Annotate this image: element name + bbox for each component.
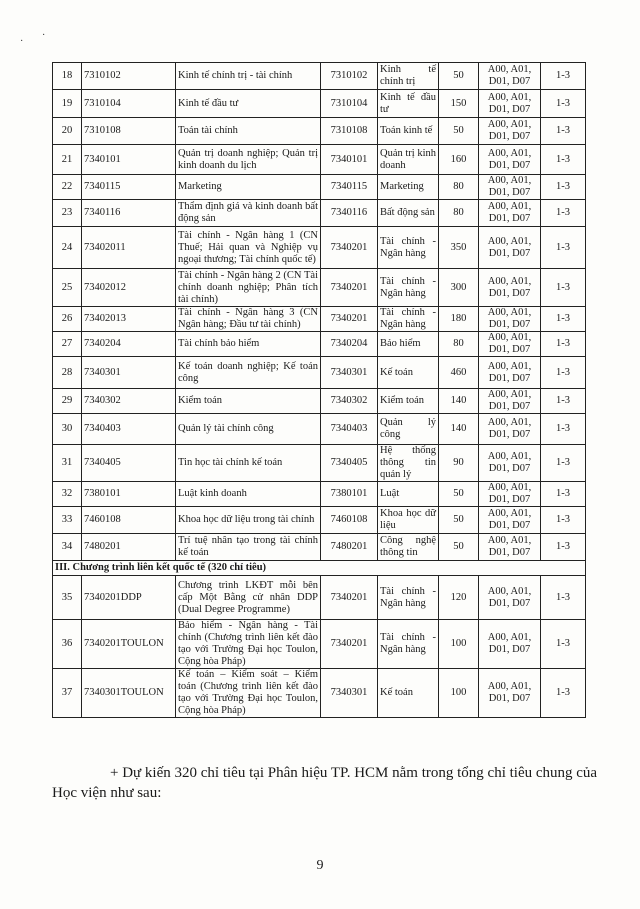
cell-code: 7340116 — [82, 200, 176, 227]
section-row — [53, 561, 586, 576]
cell-combination — [479, 576, 541, 620]
table-row — [53, 507, 586, 534]
section-title: III. Chương trình liên kết quốc tế (320 chỉ tiêu) — [53, 561, 586, 576]
cell-count: 300 — [439, 269, 479, 307]
cell-stt: 23 — [53, 200, 82, 227]
table-row — [53, 414, 586, 445]
cell-sem: 1-3 — [541, 482, 586, 507]
cell-combination — [479, 445, 541, 482]
cell-stt: 34 — [53, 534, 82, 561]
combination-line: A00, A01, — [487, 681, 532, 692]
cell-major-code: 7480201 — [321, 534, 378, 561]
combination-line: D01, D07 — [488, 597, 531, 609]
table-row — [53, 620, 586, 669]
cell-code: 7310102 — [82, 63, 176, 90]
table-row — [53, 307, 586, 332]
cell-combination — [479, 389, 541, 414]
combination-line: A00, A01, — [487, 307, 532, 318]
cell-count: 50 — [439, 482, 479, 507]
cell-major: Toán kinh tế — [378, 118, 439, 145]
cell-stt: 21 — [53, 145, 82, 175]
combination-line: A00, A01, — [487, 64, 532, 75]
cell-count: 160 — [439, 145, 479, 175]
cell-stt: 27 — [53, 332, 82, 357]
cell-sem: 1-3 — [541, 414, 586, 445]
cell-code: 7310104 — [82, 90, 176, 118]
cell-combination — [479, 269, 541, 307]
cell-major-code: 7310102 — [321, 63, 378, 90]
combination-line: A00, A01, — [487, 201, 532, 212]
cell-major: Marketing — [378, 175, 439, 200]
cell-combination — [479, 620, 541, 669]
table-row — [53, 227, 586, 269]
combination-line: D01, D07 — [488, 494, 531, 505]
cell-combination — [479, 357, 541, 389]
combination-line: A00, A01, — [487, 119, 532, 130]
cell-combination — [479, 175, 541, 200]
cell-code: 7480201 — [82, 534, 176, 561]
table-row — [53, 269, 586, 307]
cell-major: Kiểm toán — [378, 389, 439, 414]
cell-major: Quản trị kinh doanh — [378, 145, 439, 175]
cell-combination — [479, 534, 541, 561]
combination-line: D01, D07 — [488, 247, 531, 259]
cell-sem: 1-3 — [541, 389, 586, 414]
cell-sem: 1-3 — [541, 63, 586, 90]
cell-stt: 26 — [53, 307, 82, 332]
table-row — [53, 90, 586, 118]
cell-sem: 1-3 — [541, 269, 586, 307]
cell-sem: 1-3 — [541, 669, 586, 718]
cell-major-code: 7340201 — [321, 307, 378, 332]
cell-sem: 1-3 — [541, 507, 586, 534]
combination-line: D01, D07 — [488, 213, 531, 224]
cell-major-code: 7340115 — [321, 175, 378, 200]
combination-line: A00, A01, — [487, 91, 532, 103]
cell-name: Kế toán – Kiểm soát – Kiểm toán (Chương trình liên kết đào tạo với Trường Đại học Toulon, Cộng hòa Pháp) — [176, 669, 321, 718]
combination-line: A00, A01, — [487, 235, 532, 247]
cell-count: 50 — [439, 118, 479, 145]
cell-major: Tài chính - Ngân hàng — [378, 269, 439, 307]
cell-code: 73402013 — [82, 307, 176, 332]
cell-major-code: 7340403 — [321, 414, 378, 445]
cell-major: Tài chính - Ngân hàng — [378, 620, 439, 669]
cell-combination — [479, 507, 541, 534]
scan-dot: · — [20, 36, 24, 47]
cell-stt: 36 — [53, 620, 82, 669]
cell-major: Bất động sản — [378, 200, 439, 227]
combination-line: A00, A01, — [487, 332, 532, 343]
cell-count: 80 — [439, 175, 479, 200]
cell-count: 80 — [439, 200, 479, 227]
cell-major: Bảo hiểm — [378, 332, 439, 357]
cell-major: Kế toán — [378, 357, 439, 389]
cell-sem: 1-3 — [541, 357, 586, 389]
cell-combination — [479, 669, 541, 718]
cell-sem: 1-3 — [541, 145, 586, 175]
cell-combination — [479, 414, 541, 445]
cell-count: 50 — [439, 507, 479, 534]
cell-major: Hệ thống thông tin quản lý — [378, 445, 439, 482]
combination-line: D01, D07 — [488, 319, 531, 330]
cell-sem: 1-3 — [541, 90, 586, 118]
cell-major: Kế toán — [378, 669, 439, 718]
cell-name: Kinh tế đầu tư — [176, 90, 321, 118]
cell-stt: 19 — [53, 90, 82, 118]
cell-sem: 1-3 — [541, 534, 586, 561]
cell-major: Tài chính - Ngân hàng — [378, 576, 439, 620]
combination-line: A00, A01, — [487, 482, 532, 493]
cell-stt: 30 — [53, 414, 82, 445]
combination-line: D01, D07 — [488, 159, 531, 171]
table-row — [53, 445, 586, 482]
combination-line: D01, D07 — [488, 429, 531, 440]
cell-name: Trí tuệ nhân tạo trong tài chính kế toán — [176, 534, 321, 561]
cell-code: 7340115 — [82, 175, 176, 200]
cell-sem: 1-3 — [541, 118, 586, 145]
cell-code: 7460108 — [82, 507, 176, 534]
cell-major-code: 7340301 — [321, 669, 378, 718]
cell-sem: 1-3 — [541, 332, 586, 357]
combination-line: D01, D07 — [488, 103, 531, 115]
cell-code: 7310108 — [82, 118, 176, 145]
cell-name: Luật kinh doanh — [176, 482, 321, 507]
cell-major-code: 7340301 — [321, 357, 378, 389]
cell-major: Kinh tế đầu tư — [378, 90, 439, 118]
cell-code: 73402012 — [82, 269, 176, 307]
cell-count: 90 — [439, 445, 479, 482]
cell-major-code: 7460108 — [321, 507, 378, 534]
cell-count: 50 — [439, 534, 479, 561]
cell-major-code: 7380101 — [321, 482, 378, 507]
cell-combination — [479, 307, 541, 332]
cell-combination — [479, 145, 541, 175]
table-row — [53, 482, 586, 507]
cell-count: 140 — [439, 414, 479, 445]
scan-dot: · — [42, 30, 46, 41]
cell-sem: 1-3 — [541, 175, 586, 200]
cell-count: 100 — [439, 620, 479, 669]
cell-major-code: 7340201 — [321, 269, 378, 307]
combination-line: A00, A01, — [487, 535, 532, 546]
cell-stt: 37 — [53, 669, 82, 718]
cell-stt: 20 — [53, 118, 82, 145]
combination-line: D01, D07 — [488, 76, 531, 87]
cell-count: 120 — [439, 576, 479, 620]
table-row — [53, 357, 586, 389]
cell-major: Tài chính - Ngân hàng — [378, 227, 439, 269]
cell-combination — [479, 63, 541, 90]
table-row — [53, 389, 586, 414]
cell-code: 7340201TOULON — [82, 620, 176, 669]
cell-name: Quản trị doanh nghiệp; Quản trị kinh doanh du lịch — [176, 145, 321, 175]
cell-code: 7380101 — [82, 482, 176, 507]
combination-line: D01, D07 — [488, 693, 531, 704]
cell-stt: 29 — [53, 389, 82, 414]
cell-combination — [479, 90, 541, 118]
table-row — [53, 118, 586, 145]
cell-code: 7340204 — [82, 332, 176, 357]
cell-major: Quản lý công — [378, 414, 439, 445]
combination-line: A00, A01, — [487, 417, 532, 428]
cell-sem: 1-3 — [541, 620, 586, 669]
combination-line: A00, A01, — [487, 389, 532, 400]
note-line-1: + Dự kiến 320 chỉ tiêu tại Phân hiệu TP. HCM nằm trong tổng chỉ tiêu chung của — [110, 765, 598, 781]
table-row — [53, 145, 586, 175]
cell-count: 180 — [439, 307, 479, 332]
cell-name: Tài chính - Ngân hàng 3 (CN Ngân hàng; Đầu tư tài chính) — [176, 307, 321, 332]
table-row — [53, 332, 586, 357]
table-row — [53, 63, 586, 90]
cell-stt: 25 — [53, 269, 82, 307]
cell-major-code: 7340201 — [321, 620, 378, 669]
cell-name: Thẩm định giá và kinh doanh bất động sản — [176, 200, 321, 227]
cell-code: 7340301TOULON — [82, 669, 176, 718]
combination-line: A00, A01, — [487, 451, 532, 462]
cell-name: Kiểm toán — [176, 389, 321, 414]
table-row — [53, 200, 586, 227]
cell-name: Tin học tài chính kế toán — [176, 445, 321, 482]
cell-major: Luật — [378, 482, 439, 507]
cell-major-code: 7340302 — [321, 389, 378, 414]
cell-name: Tài chính bảo hiểm — [176, 332, 321, 357]
cell-code: 73402011 — [82, 227, 176, 269]
cell-code: 7340201DDP — [82, 576, 176, 620]
cell-stt: 31 — [53, 445, 82, 482]
cell-name: Toán tài chính — [176, 118, 321, 145]
cell-name: Quản lý tài chính công — [176, 414, 321, 445]
cell-code: 7340101 — [82, 145, 176, 175]
combination-line: D01, D07 — [488, 372, 531, 384]
combination-line: A00, A01, — [487, 147, 532, 159]
combination-line: D01, D07 — [488, 401, 531, 412]
cell-name: Marketing — [176, 175, 321, 200]
cell-count: 100 — [439, 669, 479, 718]
cell-sem: 1-3 — [541, 576, 586, 620]
cell-major: Tài chính - Ngân hàng — [378, 307, 439, 332]
combination-line: D01, D07 — [488, 187, 531, 198]
cell-stt: 24 — [53, 227, 82, 269]
cell-code: 7340301 — [82, 357, 176, 389]
combination-line: D01, D07 — [488, 463, 531, 474]
combination-line: D01, D07 — [488, 644, 531, 655]
cell-combination — [479, 332, 541, 357]
cell-sem: 1-3 — [541, 445, 586, 482]
combination-line: A00, A01, — [487, 175, 532, 186]
cell-count: 150 — [439, 90, 479, 118]
cell-combination — [479, 118, 541, 145]
cell-stt: 18 — [53, 63, 82, 90]
cell-code: 7340405 — [82, 445, 176, 482]
combination-line: A00, A01, — [487, 360, 532, 372]
cell-stt: 35 — [53, 576, 82, 620]
cell-major-code: 7340101 — [321, 145, 378, 175]
cell-combination — [479, 200, 541, 227]
cell-sem: 1-3 — [541, 227, 586, 269]
cell-count: 460 — [439, 357, 479, 389]
cell-stt: 28 — [53, 357, 82, 389]
cell-name: Tài chính - Ngân hàng 2 (CN Tài chính doanh nghiệp; Phân tích tài chính) — [176, 269, 321, 307]
combination-line: A00, A01, — [487, 508, 532, 519]
cell-code: 7340302 — [82, 389, 176, 414]
cell-major-code: 7310104 — [321, 90, 378, 118]
cell-name: Chương trình LKĐT mỗi bên cấp Một Bằng cử nhân DDP (Dual Degree Programme) — [176, 576, 321, 620]
table-row — [53, 534, 586, 561]
cell-combination — [479, 482, 541, 507]
admission-table — [52, 62, 586, 718]
cell-name: Kế toán doanh nghiệp; Kế toán công — [176, 357, 321, 389]
combination-line: D01, D07 — [488, 520, 531, 531]
cell-count: 80 — [439, 332, 479, 357]
cell-stt: 33 — [53, 507, 82, 534]
cell-major: Khoa học dữ liệu — [378, 507, 439, 534]
combination-line: D01, D07 — [488, 547, 531, 558]
page-number: 9 — [316, 858, 324, 873]
cell-count: 140 — [439, 389, 479, 414]
cell-sem: 1-3 — [541, 307, 586, 332]
combination-line: D01, D07 — [488, 287, 531, 299]
cell-major: Kinh tế chính trị — [378, 63, 439, 90]
cell-combination — [479, 227, 541, 269]
cell-name: Kinh tế chính trị - tài chính — [176, 63, 321, 90]
cell-major-code: 7340201 — [321, 576, 378, 620]
cell-name: Bảo hiểm - Ngân hàng - Tài chính (Chương trình liên kết đào tạo với Trường Đại học Toulon, Cộng hòa Pháp) — [176, 620, 321, 669]
note-line-2: Học viện như sau: — [52, 785, 162, 801]
cell-code: 7340403 — [82, 414, 176, 445]
cell-major-code: 7340116 — [321, 200, 378, 227]
cell-major-code: 7340405 — [321, 445, 378, 482]
cell-major: Công nghệ thông tin — [378, 534, 439, 561]
cell-stt: 32 — [53, 482, 82, 507]
cell-count: 350 — [439, 227, 479, 269]
cell-major-code: 7310108 — [321, 118, 378, 145]
table-row — [53, 576, 586, 620]
combination-line: A00, A01, — [487, 275, 532, 287]
cell-stt: 22 — [53, 175, 82, 200]
cell-major-code: 7340204 — [321, 332, 378, 357]
cell-name: Khoa học dữ liệu trong tài chính — [176, 507, 321, 534]
table-row — [53, 175, 586, 200]
combination-line: D01, D07 — [488, 344, 531, 355]
cell-count: 50 — [439, 63, 479, 90]
combination-line: A00, A01, — [487, 632, 532, 643]
combination-line: D01, D07 — [488, 131, 531, 142]
table-row — [53, 669, 586, 718]
combination-line: A00, A01, — [487, 585, 532, 597]
cell-name: Tài chính - Ngân hàng 1 (CN Thuế; Hải quan và Nghiệp vụ ngoại thương; Tài chính quốc tế) — [176, 227, 321, 269]
cell-major-code: 7340201 — [321, 227, 378, 269]
cell-sem: 1-3 — [541, 200, 586, 227]
